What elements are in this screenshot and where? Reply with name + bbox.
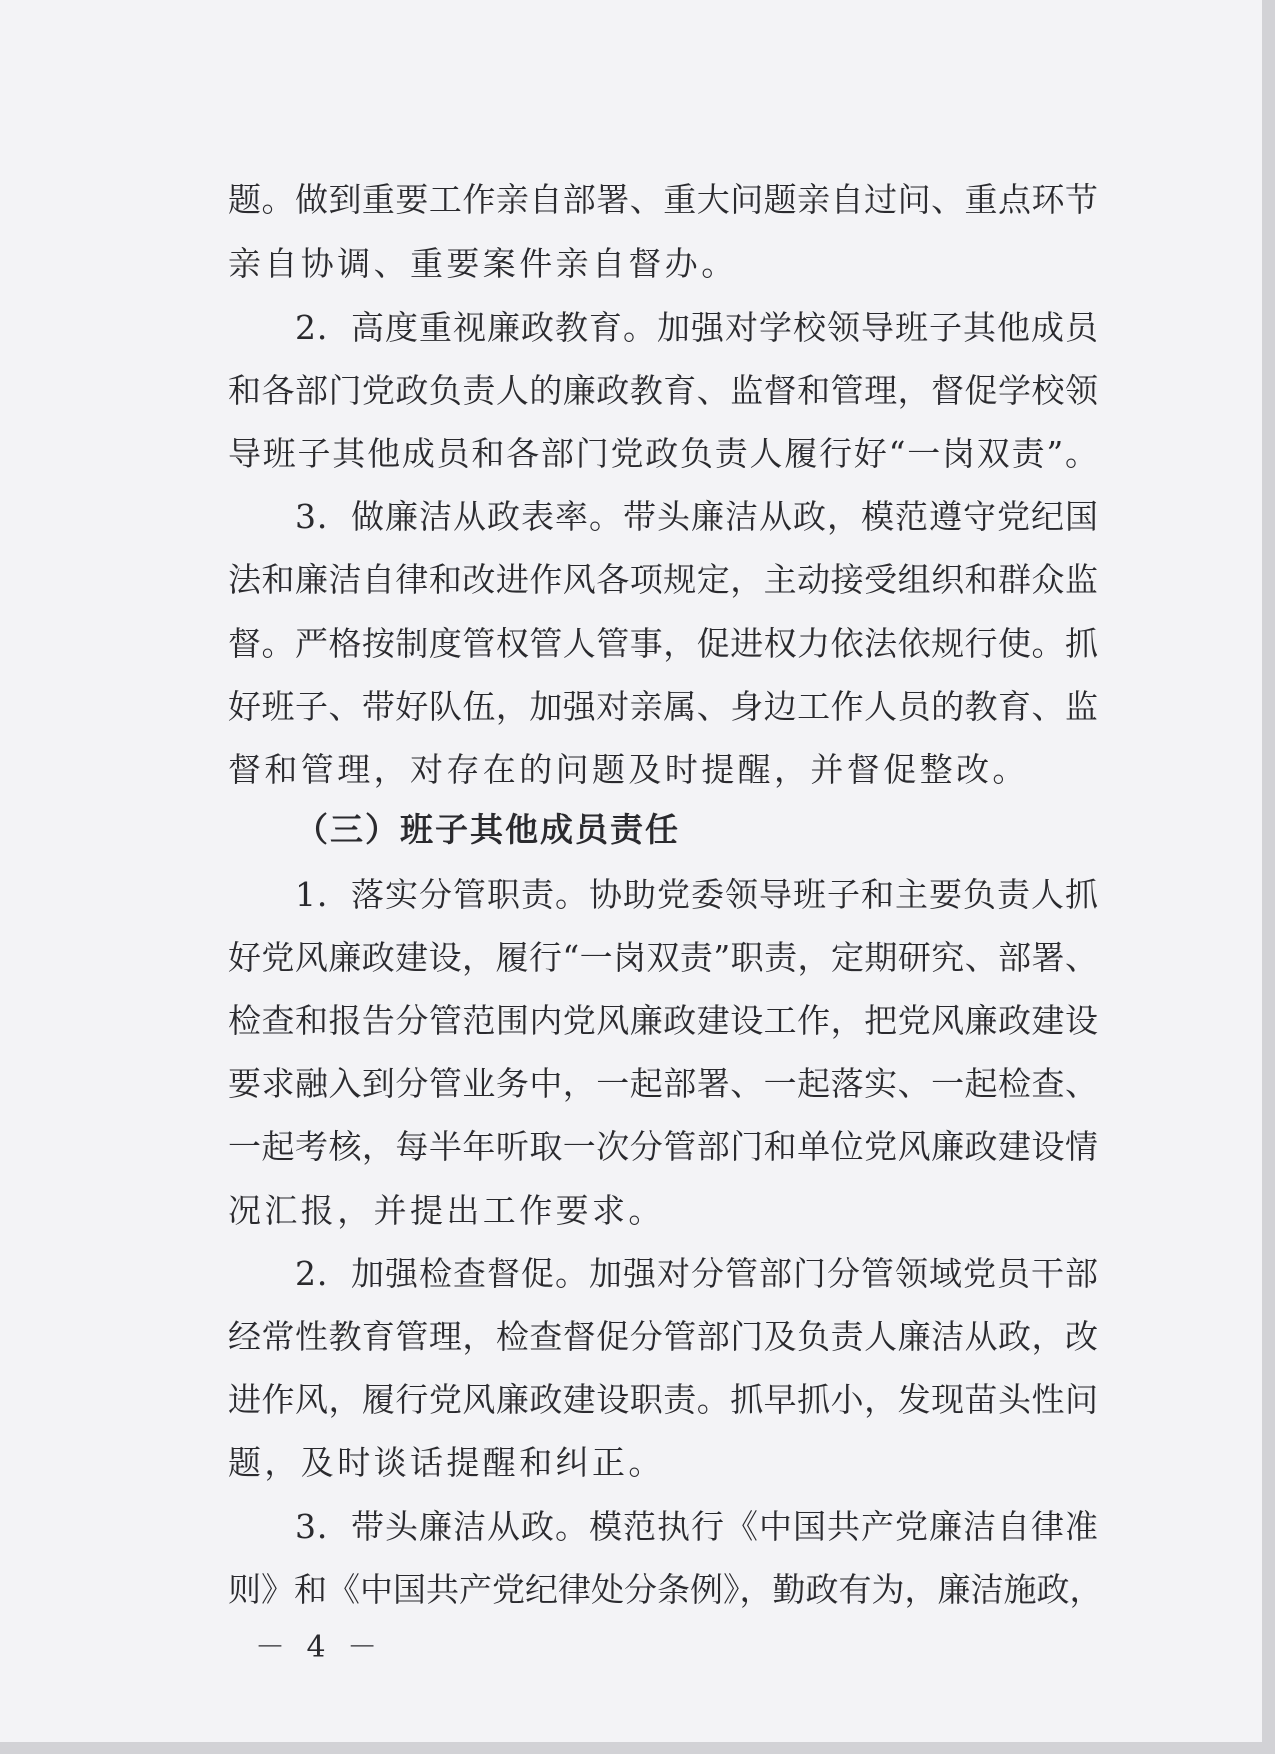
text-line: 况汇报，并提出工作要求。	[228, 1191, 665, 1230]
text-line: 一起考核，每半年听取一次分管部门和单位党风廉政建设情	[228, 1127, 1098, 1166]
text-line: 法和廉洁自律和改进作风各项规定，主动接受组织和群众监	[228, 560, 1098, 599]
text-line: 则》和《中国共产党纪律处分条例》，勤政有为，廉洁施政，	[228, 1570, 1103, 1609]
text-line: 1．落实分管职责。协助党委领导班子和主要负责人抓	[295, 875, 1098, 914]
text-line: 2．高度重视廉政教育。加强对学校领导班子其他成员	[295, 308, 1098, 347]
text-line: 进作风，履行党风廉政建设职责。抓早抓小，发现苗头性问	[228, 1380, 1098, 1419]
text-line: 督和管理，对存在的问题及时提醒，并督促整改。	[228, 750, 1029, 789]
text-line: 2．加强检查督促。加强对分管部门分管领域党员干部	[295, 1254, 1098, 1293]
text-line: 好班子、带好队伍，加强对亲属、身边工作人员的教育、监	[228, 687, 1098, 726]
text-line: 3．做廉洁从政表率。带头廉洁从政，模范遵守党纪国	[295, 497, 1098, 536]
scan-edge-bottom	[0, 1742, 1275, 1754]
text-line: 题。做到重要工作亲自部署、重大问题亲自过问、重点环节	[228, 180, 1098, 219]
text-line: 经常性教育管理，检查督促分管部门及负责人廉洁从政，改	[228, 1317, 1098, 1356]
text-line: 亲自协调、重要案件亲自督办。	[228, 244, 738, 283]
text-line: 检查和报告分管范围内党风廉政建设工作，把党风廉政建设	[228, 1001, 1098, 1040]
text-line: 督。严格按制度管权管人管事，促进权力依法依规行使。抓	[228, 624, 1098, 663]
text-line: 和各部门党政负责人的廉政教育、监督和管理，督促学校领	[228, 371, 1098, 410]
section-heading: （三）班子其他成员责任	[295, 810, 680, 849]
text-line: 好党风廉政建设，履行“一岗双责”职责，定期研究、部署、	[228, 938, 1098, 977]
text-line: 题，及时谈话提醒和纠正。	[228, 1443, 665, 1482]
page-number: － 4 －	[255, 1630, 384, 1665]
text-line: 导班子其他成员和各部门党政负责人履行好“一岗双责”。	[228, 434, 1098, 473]
scan-edge-right	[1262, 0, 1275, 1754]
text-line: 要求融入到分管业务中，一起部署、一起落实、一起检查、	[228, 1064, 1098, 1103]
text-line: 3．带头廉洁从政。模范执行《中国共产党廉洁自律准	[295, 1507, 1098, 1546]
